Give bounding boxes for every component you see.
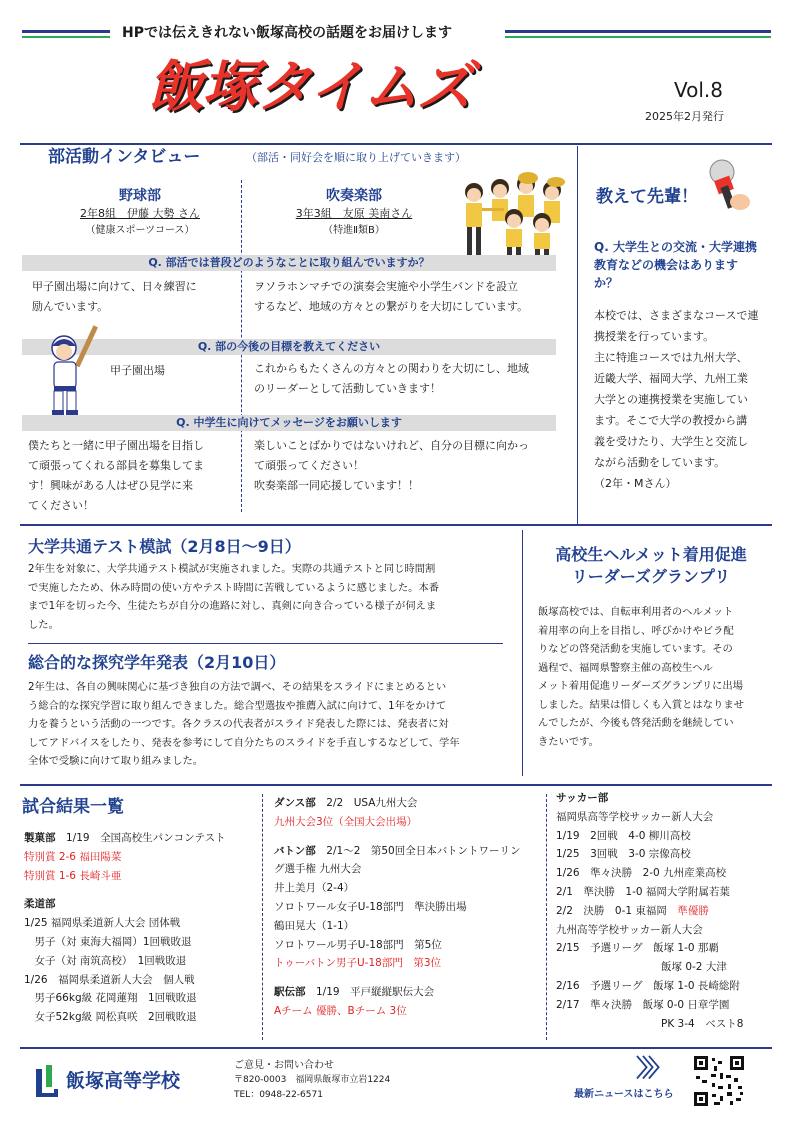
bat-shape [75, 325, 98, 367]
result-text: ソロトワール女子U-18部門 準決勝出場 [274, 900, 467, 913]
answer-line: 僕たちと一緒に甲子園出場を目指し [28, 439, 204, 452]
result-text: 男子66kg級 花岡蓮翔 1回戦敗退 [24, 992, 197, 1005]
answer-line: て頑張ってください！ [254, 459, 364, 472]
result-line [274, 794, 546, 813]
result-line [24, 867, 256, 886]
answer-line: てください！ [28, 499, 94, 512]
result-line [24, 971, 256, 990]
answer-brass-2 [254, 359, 554, 399]
result-line [274, 973, 546, 983]
result-text: 井上美月（2-4） [274, 882, 355, 895]
inquiry-body [28, 678, 508, 771]
result-club-name: 柔道部 [24, 898, 56, 911]
body-line: 全体で受験に向けて取り組みました。 [28, 755, 204, 767]
answer-line: 近畿大学、福岡大学、九州工業 [594, 372, 748, 385]
result-line [556, 883, 786, 902]
result-line [274, 832, 546, 842]
result-line [556, 977, 786, 996]
result-text: 特別賞 2-6 福田陽菜 [24, 850, 122, 863]
result-line [274, 1002, 546, 1021]
result-text: 1/19 2回戦 4-0 柳川高校 [556, 829, 691, 842]
result-highlight: 準優勝 [666, 904, 709, 917]
interview-right-header [264, 186, 444, 240]
interview-left-header [50, 186, 230, 240]
answer-line: （2年・Mさん） [594, 477, 677, 490]
result-text: PK 3-4 ベスト8 [556, 1017, 744, 1030]
baseball-player-illustration [44, 320, 104, 420]
mock-exam-title: 大学共通テスト模試（2月8日〜9日） [28, 537, 301, 556]
answer-line: ながら活動をしています。 [594, 456, 726, 469]
body-line: きたいです。 [538, 735, 599, 748]
answer-baseball-3 [28, 436, 238, 516]
result-line [274, 898, 546, 917]
section-divider-middle [20, 524, 772, 526]
answer-line: 楽しいことばかりではないけれど、自分の目標に向かっ [254, 439, 529, 452]
answer-line: するなど、地域の方々との繋がりを大切にしています。 [254, 300, 529, 313]
header-rule-right [505, 30, 771, 33]
header-rule-right-green [505, 36, 771, 38]
result-line [556, 958, 786, 977]
answer-line: 励んでいます。 [32, 300, 109, 313]
club-name-brass: 吹奏楽部 [326, 188, 382, 204]
contact-label: ご意見・お問い合わせ [234, 1060, 334, 1071]
result-text: 福岡県高等学校サッカー新人大会 [556, 810, 714, 823]
senpai-title: 教えて先輩！ [596, 187, 698, 207]
header-rule-left-green [22, 36, 110, 38]
result-line [24, 933, 256, 952]
answer-brass-3 [254, 436, 554, 496]
result-text: 九州高等学校サッカー新人大会 [556, 923, 703, 936]
senpai-question [594, 238, 770, 292]
inquiry-title: 総合的な探究学年発表（2月10日） [28, 653, 286, 672]
body-line: 過程で、福岡県警察主催の高校生ヘル [538, 661, 713, 674]
section-divider-results [20, 784, 772, 786]
result-text: 女子（対 南筑高校） 1回戦敗退 [24, 954, 187, 967]
senpai-answer [594, 305, 774, 494]
question-line: か？ [594, 276, 619, 290]
result-text: Aチーム 優勝、Bチーム 3位 [274, 1004, 407, 1017]
result-line [24, 848, 256, 867]
body-line: 着用率の向上を目指し、呼びかけやビラ配 [538, 624, 734, 637]
body-line: 飯塚高校では、自転車利用者のヘルメット [538, 606, 734, 618]
body-line: しました。結果は惜しくも入賞とはなりませ [538, 698, 744, 711]
body-line: で実施したため、休み時間の使い方やテスト時間に苦戦しているように感じました。本番 [28, 581, 440, 594]
helmet-title [530, 544, 772, 588]
contact-info [234, 1058, 454, 1103]
result-club-name: バトン部 [274, 844, 316, 857]
result-line [556, 921, 786, 940]
result-line [556, 789, 786, 808]
issue-date: 2025年2月発行 [645, 110, 724, 123]
answer-line: 携授業を行っています。 [594, 330, 715, 343]
news-link[interactable]: 最新ニュースはこちら [574, 1089, 674, 1100]
brass-person: 3年3組 友原 美南さん [295, 207, 413, 220]
question-bar-2: Q. 部の今後の目標を教えてください [22, 339, 556, 355]
interview-title: 部活動インタビュー [48, 147, 201, 167]
body-line: りなどの啓発活動を実施しています。その [538, 643, 733, 655]
result-line [274, 954, 546, 973]
body-line: した。 [28, 618, 59, 631]
section-divider-top [20, 143, 772, 145]
result-event: 1/19 全国高校生パンコンテスト [55, 832, 226, 844]
result-text: トゥーバトン男子U-18部門 第3位 [274, 957, 442, 970]
result-line [274, 842, 546, 861]
result-line [274, 917, 546, 936]
helmet-divider [522, 530, 523, 776]
interview-subtitle: （部活・同好会を順に取り上げていきます） [246, 151, 466, 164]
answer-baseball-1 [32, 277, 237, 317]
result-line [556, 845, 786, 864]
result-text: 1/26 準々決勝 2-0 九州産業高校 [556, 867, 727, 880]
result-club-name: 製菓部 [24, 832, 56, 844]
result-text: 1/25 福岡県柔道新人大会 団体戦 [24, 917, 181, 930]
result-club-name: ダンス部 [274, 797, 316, 809]
result-text: 特別賞 1-6 長崎斗亜 [24, 869, 122, 882]
results-divider-2 [546, 794, 547, 1040]
mock-exam-body [28, 560, 508, 634]
result-event: 2/2 USA九州大会 [315, 797, 418, 809]
school-logo-icon [34, 1063, 58, 1097]
answer-line: 義を受けたり、大学生と交流し [594, 435, 748, 448]
result-line [556, 827, 786, 846]
result-line [24, 952, 256, 971]
club-name-baseball: 野球部 [119, 188, 161, 204]
result-text: 女子52kg級 岡松真咲 2回戦敗退 [24, 1011, 197, 1024]
body-line: まで1年を切った今、生徒たちが自分の進路に対し、真剣に向き合っている様子が伺えま [28, 600, 437, 612]
answer-line: 甲子園出場に向けて、日々練習に [32, 280, 197, 293]
result-line [556, 996, 786, 1015]
result-text: 飯塚 0-2 大津 [556, 961, 727, 974]
result-text: 2/16 予選リーグ 飯塚 1-0 長崎総附 [556, 979, 740, 992]
musician-figures [465, 175, 561, 263]
body-line: 2年生を対象に、大学共通テスト模試が実施されました。実際の共通テストと同じ時間割 [28, 563, 436, 575]
result-text: グ選手権 九州大会 [274, 863, 362, 876]
result-text: 鶴田晃大（1-1） [274, 919, 355, 932]
answer-line: 吹奏楽部一同応援しています！！ [254, 479, 419, 492]
answer-line: 本校では、さまざまなコースで連 [594, 309, 759, 322]
answer-brass-1 [254, 277, 554, 317]
result-text: 九州大会3位（全国大会出場） [274, 815, 418, 828]
question-line: 教育などの機会はあります [594, 258, 739, 272]
result-line [24, 914, 256, 933]
result-text: 2/1 準決勝 1-0 福岡大学附属若葉 [556, 885, 730, 898]
helmet-body [538, 603, 774, 751]
body-line: 力を養うという活動の一つです。各クラスの代表者がスライド発表した際には、発表者に対 [28, 718, 449, 730]
baseball-course: （健康スポーツコース） [85, 225, 195, 236]
arrows-icon[interactable]: 〉〉〉 [636, 1054, 666, 1082]
result-line [24, 829, 256, 848]
header-rule-left [22, 30, 110, 33]
answer-line: これからもたくさんの方々との関わりを大切にし、地域 [254, 362, 529, 375]
footer-divider [20, 1047, 772, 1049]
result-line [274, 813, 546, 832]
contact-tel: TEL：0948-22-6571 [234, 1090, 323, 1100]
body-line: う総合的な探究学習に取り組んできました。総合型選抜や推薦入試に向けて、1年をかけて [28, 699, 447, 712]
school-name: 飯塚高等学校 [66, 1070, 181, 1092]
result-line [24, 989, 256, 1008]
answer-line: ます。そこで大学の教授から講 [594, 414, 748, 427]
body-line: 2年生は、各自の興味関心に基づき独自の方法で調べ、その結果をスライドにまとめるとい [28, 681, 447, 693]
result-line [274, 936, 546, 955]
brass-course: （特進Ⅱ類B） [323, 225, 385, 236]
logo [148, 55, 528, 125]
result-line [556, 902, 786, 921]
results-col3 [556, 789, 786, 1033]
result-line [24, 1008, 256, 1027]
helmet-title-line: 高校生ヘルメット着用促進 [555, 545, 747, 564]
result-line [556, 939, 786, 958]
result-text: 2/17 準々決勝 飯塚 0-0 日章学園 [556, 998, 730, 1011]
result-text: 1/25 3回戦 3-0 宗像高校 [556, 848, 691, 861]
question-bar-3: Q. 中学生に向けてメッセージをお願いします [22, 415, 556, 431]
answer-line: す！興味がある人はぜひ見学に来 [28, 479, 193, 492]
result-text: 2/15 予選リーグ 飯塚 1-0 那覇 [556, 942, 719, 955]
header-tagline: HPでは伝えきれない飯塚高校の話題をお届けします [122, 25, 452, 41]
result-line [556, 864, 786, 883]
qr-code-icon[interactable] [694, 1056, 744, 1106]
results-divider-1 [262, 794, 263, 1040]
result-text: 2/2 決勝 0-1 東福岡 [556, 904, 667, 917]
body-line: んでしたが、今後も啓発活動を継続してい [538, 717, 734, 729]
answer-line: 大学との連携授業を実施してい [594, 393, 748, 406]
result-text: 男子（対 東海大福岡）1回戦敗退 [24, 935, 192, 948]
news-divider [28, 643, 503, 644]
result-text: ソロトワール男子U-18部門 第5位 [274, 938, 442, 951]
result-line [556, 1015, 786, 1034]
body-line: してアドバイスをしたり、発表を参考にして自分たちのスライドを手直しするなどして、学年 [28, 736, 460, 749]
question-line: Q. 大学生との交流・大学連携 [594, 240, 757, 254]
answer-line: て頑張ってくれる部員を募集してま [28, 459, 204, 472]
result-line [24, 885, 256, 895]
answer-line: 主に特進コースでは九州大学、 [594, 351, 748, 364]
baseball-person: 2年8組 伊藤 大勢 さん [80, 207, 200, 220]
volume: Vol.8 [674, 78, 724, 102]
answer-line: ヲソラホンマチでの演奏会実施や小学生バンドを設立 [254, 280, 518, 293]
result-club-name: サッカー部 [556, 792, 609, 804]
result-line [24, 895, 256, 914]
results-col1 [24, 829, 256, 1027]
body-line: メット着用促進リーダーズグランプリに出場 [538, 680, 744, 692]
result-event: 1/19 平戸縦縦駅伝大会 [305, 986, 435, 999]
result-club-name: 駅伝部 [274, 986, 306, 999]
brass-band-illustration [456, 170, 574, 268]
senpai-divider [577, 146, 578, 524]
question-bar-1: Q. 部活では普段どのようなことに取り組んでいますか？ [22, 255, 556, 271]
result-line [274, 983, 546, 1002]
logo-text: 飯塚タイムズ [148, 55, 471, 120]
answer-line: のリーダーとして活動していきます！ [254, 382, 441, 395]
microphone-icon [706, 158, 756, 216]
result-line [274, 860, 546, 879]
helmet-title-line: リーダーズグランプリ [571, 567, 731, 586]
results-title: 試合結果一覧 [22, 797, 124, 817]
contact-address: 〒820-0003 福岡県飯塚市立岩1224 [234, 1075, 391, 1085]
result-line [274, 879, 546, 898]
result-event: 2/1〜2 第50回全日本バトントワーリン [315, 844, 521, 857]
result-line [556, 808, 786, 827]
answer-baseball-2: 甲子園出場 [110, 364, 165, 377]
results-col2 [274, 794, 546, 1021]
result-text: 1/26 福岡県柔道新人大会 個人戦 [24, 973, 195, 986]
